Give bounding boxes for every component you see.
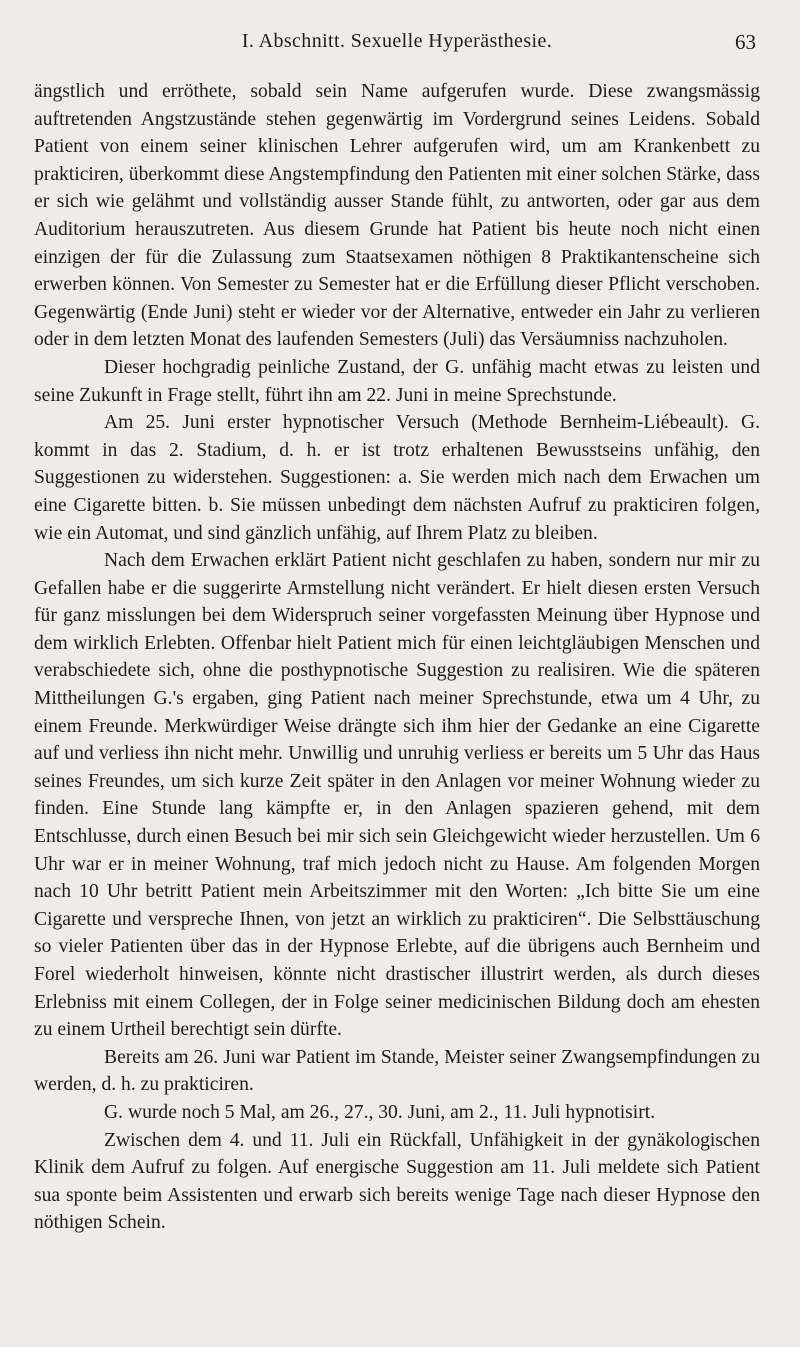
paragraph-7: Zwischen dem 4. und 11. Juli ein Rückfall, Unfähigkeit in der gynäkologischen Klinik dem Aufruf zu folgen. Auf energische Suggestion am 11. Juli meldete sich Patient sua sponte beim Assistenten und erwarb sich bereits wenige Tage nach dieser Hypnose den nöthigen Schein. (34, 1129, 760, 1234)
running-title: I. Abschnitt. Sexuelle Hyperästhesie. (241, 30, 553, 52)
page-number: 63 (735, 30, 756, 54)
paragraph-5: Bereits am 26. Juni war Patient im Stande, Meister seiner Zwangsempfindungen zu werden, d. h. zu prakticiren. (34, 1046, 760, 1096)
paragraph-2: Dieser hochgradig peinliche Zustand, der G. unfähig macht etwas zu leisten und seine Zukunft in Frage stellt, führt ihn am 22. Juni in meine Sprechstunde. (34, 356, 760, 406)
paragraph-6: G. wurde noch 5 Mal, am 26., 27., 30. Juni, am 2., 11. Juli hypnotisirt. (104, 1101, 656, 1123)
running-header (34, 30, 760, 64)
paragraph-3: Am 25. Juni erster hypnotischer Versuch (Methode Bernheim-Liébeault). G. kommt in das 2. Stadium, d. h. er ist trotz erhaltenen Bewusstseins unfähig, den Suggestionen zu widerstehen. Suggestionen: a. Sie werden mich nach dem Erwachen um eine Cigarette bitten. b. Sie müssen unbedingt dem nächsten Aufruf zu prakticiren folgen, wie ein Automat, und sind gänzlich unfähig, auf Ihrem Platz zu bleiben. (34, 412, 760, 544)
paragraph-1: ängstlich und erröthete, sobald sein Name aufgerufen wurde. Diese zwangsmässig auftretenden Angstzustände stehen gegenwärtig im Vordergrund seines Leidens. Sobald Patient von einem seiner klinischen Lehrer aufgerufen wird, um am Krankenbett zu prakticiren, überkommt diese Angstempfindung den Patienten mit einer solchen Stärke, dass er sich wie gelähmt und vollständig ausser Stande fühlt, zu antworten, oder gar aus dem Auditorium herauszutreten. Aus diesem Grunde hat Patient bis heute noch nicht einen einzigen der für die Zulassung zum Staatsexamen nöthigen 8 Praktikantenscheine sich erwerben können. Von Semester zu Semester hat er die Erfüllung dieser Pflicht verschoben. Gegenwärtig (Ende Juni) steht er wieder vor der Alternative, entweder ein Jahr zu verlieren oder in dem letzten Monat des laufenden Semesters (Juli) das Versäumniss nachzuholen. (34, 81, 760, 351)
body-text (34, 78, 760, 1237)
paragraph-4: Nach dem Erwachen erklärt Patient nicht geschlafen zu haben, sondern nur mir zu Gefallen habe er die suggerirte Armstellung nicht verändert. Er hielt diesen ersten Versuch für ganz misslungen bei dem Widerspruch seiner vorgefassten Meinung über Hypnose und dem wirklich Erlebten. Offenbar hielt Patient mich für einen leichtgläubigen Menschen und verabschiedete sich, ohne die posthypnotische Suggestion zu realisiren. Wie die späteren Mittheilungen G.'s ergaben, ging Patient nach meiner Sprechstunde, etwa um 4 Uhr, zu einem Freunde. Merkwürdiger Weise drängte sich ihm hier der Gedanke an eine Cigarette auf und verliess ihn nicht mehr. Unwillig und unruhig verliess er bereits um 5 Uhr das Haus seines Freundes, um sich kurze Zeit später in den Anlagen vor meiner Wohnung wieder zu finden. Eine Stunde lang kämpfte er, in den Anlagen spazieren gehend, mit dem Entschlusse, durch einen Besuch bei mir sich sein Gleichgewicht wieder herzustellen. Um 6 Uhr war er in meiner Wohnung, traf mich jedoch nicht zu Hause. Am folgenden Morgen nach 10 Uhr betritt Patient mein Arbeitszimmer mit den Worten: „Ich bitte Sie um eine Cigarette und verspreche Ihnen, von jetzt an wirklich zu prakticiren“. Die Selbsttäuschung so vieler Patienten über das in der Hypnose Erlebte, auf die übrigens auch Bernheim und Forel wiederholt hinweisen, könnte nicht drastischer illustrirt werden, als durch dieses Erlebniss mit einem Collegen, der in Folge seiner medicinischen Bildung doch am ehesten zu einem Urtheil berechtigt sein dürfte. (34, 550, 760, 1041)
